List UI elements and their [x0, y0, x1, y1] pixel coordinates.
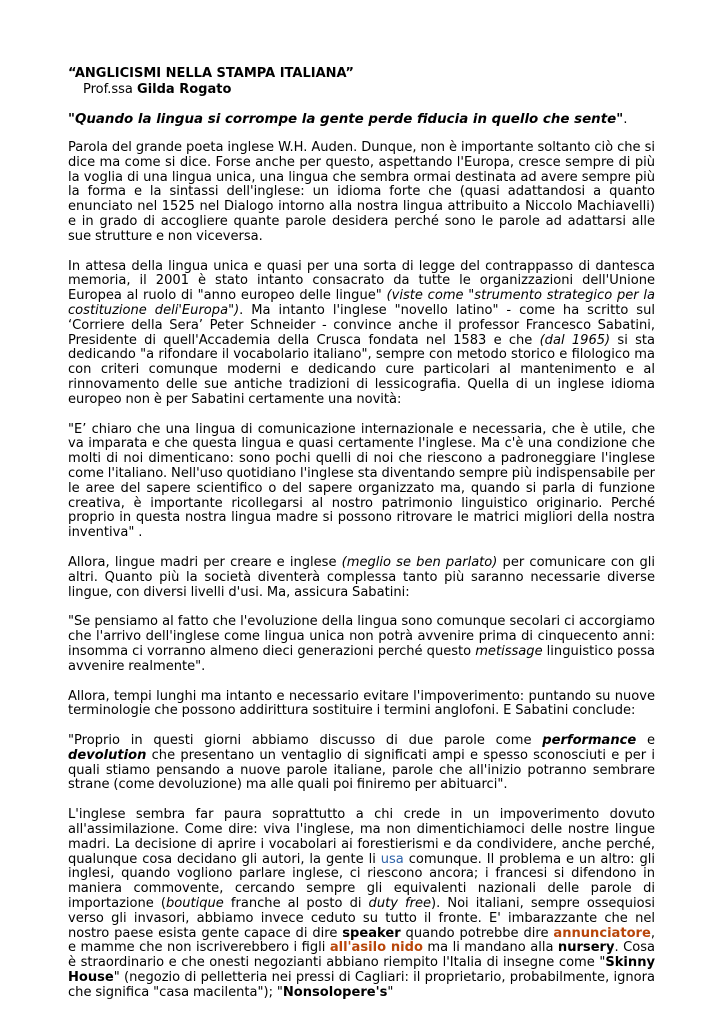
author-line: [83, 82, 655, 98]
paragraph-3: "E’ chiaro che una lingua di comunicazione internazionale e necessaria, che è utile, che va imparata e che questa lingua e quasi certamente l'inglese. Ma c'è una condizione che molti di noi dimenticano: sono pochi quelli di noi che riescono a padroneggiare l'inglese come l'italiano. Nell'uso quotidiano l'inglese sta diventando sempre più indispensabile per le aree del sapere scientifico o del sapere organizzato ma, quando si parla di funzione creativa, è importante ricollegarsi al nostro patrimonio linguistico originario. Perché proprio in questa nostra lingua madre si possono ritrovare le matrici migliori della nostra inventiva" .: [68, 421, 655, 541]
p8-annunciatore: annunciatore: [553, 925, 651, 941]
p8-duty-free: duty free: [368, 896, 432, 912]
p7-c: e: [636, 733, 656, 749]
p8-speaker: speaker: [342, 925, 401, 941]
p8-q: " (negozio di pelletteria nei pressi di Cagliari: il proprietario, probabilmente, ignora che significa "casa macilenta"); ": [68, 970, 655, 1000]
p4-a: Allora, lingue madri per creare e inglese: [68, 554, 342, 570]
document-page: [68, 66, 655, 1016]
paragraph-4: [68, 556, 655, 600]
author-prefix: Prof.ssa: [83, 82, 138, 97]
p7-d: devolution: [68, 747, 147, 763]
p4-c: per comunicare con gli altri. Quanto più la società diventerà complessa tanto più saranno necessarie diverse lingue, con diversi livelli d'usi. Ma, assicura Sabatini:: [68, 554, 655, 600]
p7-b: performance: [542, 733, 637, 749]
p2-a: In attesa della lingua unica e quasi per una sorta di legge del contrappasso di dantesca memoria, il 2001 è stato intanto consacrato da tutte le organizzazioni dell'Unione Europea al ruolo di "anno europeo delle lingue": [68, 258, 655, 304]
p8-g: ). Noi italiani, sempre ossequiosi verso gli invasori, abbiamo invece ceduto su tutto il fronte. E' imbarazzante che nel nostro paese esista gente capace di dire: [68, 896, 655, 941]
p8-i: quando potrebbe dire: [400, 925, 554, 941]
p8-o: . Cosa è straordinario e che onesti negozianti abbiano riempito l'Italia di insegne come ": [68, 940, 655, 971]
p8-boutique: boutique: [165, 896, 224, 912]
p2-d: (dal 1965): [539, 332, 611, 348]
p5-b: metissage: [475, 643, 543, 659]
paragraph-1: Parola del grande poeta inglese W.H. Auden. Dunque, non è importante soltanto ciò che si dice ma come si dice. Forse anche per questo, aspettando l'Europa, cresce sempre di più la voglia di una lingua unica, una lingua che sembra ormai destinata ad avere sempre più la forma e la sintassi dell'inglese: un idioma forte che (quasi adattandosi a quanto enunciato nel 1525 nel Dialogo intorno alla nostra lingua attribuito a Niccolo Machiavelli) e in grado di accogliere quante parole desidera perché sono le parole ad adattarsi alle sue strutture e non viceversa.: [68, 140, 655, 244]
p8-nonsolopere: Nonsolopere's: [282, 984, 388, 1000]
p5-c: linguistico possa avvenire realmente".: [68, 643, 655, 674]
epigraph: [68, 112, 655, 128]
p8-usa: usa: [380, 851, 404, 867]
p7-a: "Proprio in questi giorni abbiamo discusso di due parole come: [68, 733, 543, 749]
epigraph-end: .: [623, 112, 628, 127]
p8-m: ma li mandano alla: [422, 940, 558, 956]
p4-b: (meglio se ben parlato): [341, 554, 498, 570]
p8-a: L'inglese sembra far paura soprattutto a chi crede in un impoverimento dovuto all'assimilazione. Come dire: viva l'inglese, ma non dimentichiamoci delle nostre lingue madri. La decisione di aprire i vocabolari ai forestierismi e da condividere, anche perché, qualunque cosa decidano gli autori, la gente li: [68, 807, 655, 867]
p8-skinny-house: Skinny House: [68, 955, 655, 986]
document-title: “ANGLICISMI NELLA STAMPA ITALIANA”: [68, 66, 354, 81]
p8-c: comunque. Il problema e un altro: gli inglesi, quando vogliono parlare inglese, ci riescono ancora; i francesi si difendono in maniera commovente, cercando sempre gli equivalenti nazionali delle parole di importazione (: [68, 851, 656, 912]
paragraph-5: [68, 615, 655, 674]
paragraph-7: [68, 734, 655, 793]
p8-e: franche al posto di: [223, 896, 369, 912]
p2-e: si sta dedicando "a rifondare il vocabolario italiano", sempre con metodo storico e filologico ma con criteri comunque moderni e dedicando cure particolari al mantenimento e al rinnovamento delle sue antiche tradizioni di lessicografia. Quella di un inglese idioma europeo non è per Sabatini certamente una novità:: [68, 332, 655, 407]
p8-asilo-nido: all'asilo nido: [329, 940, 423, 956]
epigraph-text: "Quando la lingua si corrompe la gente perde fiducia in quello che sente": [68, 112, 624, 127]
p2-c: . Ma intanto l'inglese "novello latino" - come ha scritto sul ‘Corriere della Sera’ Peter Schneider - convince anche il professor Francesco Sabatini, Presidente di quell'Accademia della Crusca fondata nel 1583 e che: [68, 302, 655, 348]
p5-a: "Se pensiamo al fatto che l'evoluzione della lingua sono comunque secolari ci accorgiamo che l'arrivo dell'inglese come lingua unica non potrà avvenire prima di cinquecento anni: insomma ci vorranno almeno dieci generazioni perché questo: [68, 614, 655, 659]
paragraph-8: [68, 808, 655, 1000]
author-name: Gilda Rogato: [137, 82, 232, 97]
p8-s: ": [387, 984, 394, 1000]
p7-e: che presentano un ventaglio di significati ampi e spesso sconosciuti e per i quali stiamo pensando a nuove parole italiane, parole che all'inizio potranno sembrare strane (come devoluzione) ma alle quali poi finiremo per abituarci".: [68, 747, 655, 793]
paragraph-2: [68, 260, 655, 408]
p8-nursery: nursery: [557, 940, 615, 956]
p8-k: , e mamme che non iscriverebbero i figli: [68, 925, 655, 956]
p2-b: (viste come "strumento strategico per la costituzione deli'Europa"): [68, 288, 655, 318]
paragraph-6: Allora, tempi lunghi ma intanto e necessario evitare l'impoverimento: puntando su nuove terminologie che possono addirittura sostituire i termini anglofoni. E Sabatini conclude:: [68, 688, 655, 719]
